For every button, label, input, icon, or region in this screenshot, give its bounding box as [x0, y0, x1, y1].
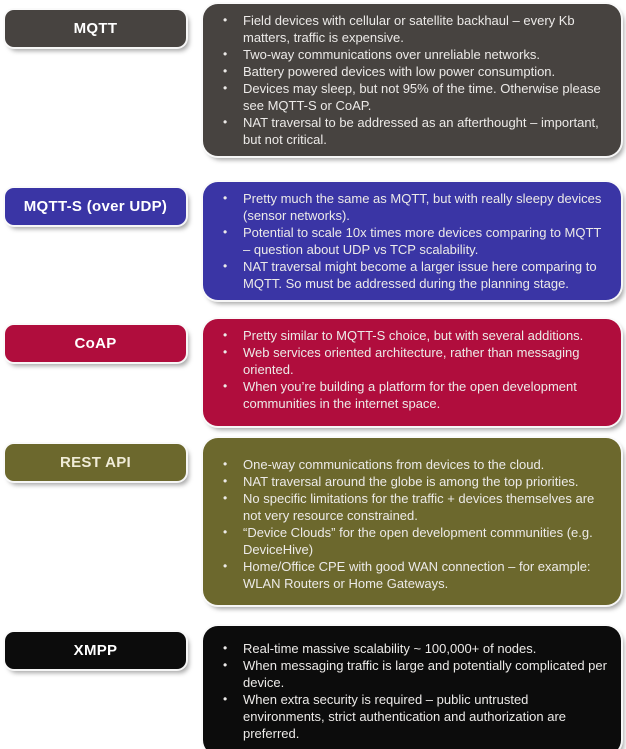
bullet-item: • NAT traversal around the globe is among the top priorities.: [238, 473, 608, 490]
protocol-details-rest-api: [203, 438, 621, 605]
bullet-list-rest-api: [213, 456, 608, 592]
bullet-item: • NAT traversal to be addressed as an afterthought – important, but not critical.: [238, 114, 608, 148]
bullet-list-mqtt: [213, 12, 608, 148]
bullet-item: • Field devices with cellular or satellite backhaul – every Kb matters, traffic is expensive.: [238, 12, 608, 46]
bullet-list-coap: [213, 327, 608, 412]
bullet-item: • When messaging traffic is large and potentially complicated per device.: [238, 657, 608, 691]
bullet-item: • Battery powered devices with low power consumption.: [238, 63, 608, 80]
bullet-list-mqtt-s: [213, 190, 608, 292]
label-column: [5, 319, 186, 362]
bullet-item: • Two-way communications over unreliable networks.: [238, 46, 608, 63]
protocol-label-rest-api: REST API: [5, 444, 186, 481]
bullet-item: • Home/Office CPE with good WAN connection – for example: WLAN Routers or Home Gateways.: [238, 558, 608, 592]
protocol-details-xmpp: [203, 626, 621, 749]
bullet-item: • Pretty much the same as MQTT, but with really sleepy devices (sensor networks).: [238, 190, 608, 224]
bullet-item: • Web services oriented architecture, rather than messaging oriented.: [238, 344, 608, 378]
bullet-item: • Devices may sleep, but not 95% of the time. Otherwise please see MQTT-S or CoAP.: [238, 80, 608, 114]
label-column: [5, 182, 186, 225]
bullet-list-xmpp: [213, 640, 608, 742]
bullet-item: • Potential to scale 10x times more devices comparing to MQTT – question about UDP vs TCP scalability.: [238, 224, 608, 258]
protocol-details-mqtt: [203, 4, 621, 156]
protocol-label-coap: CoAP: [5, 325, 186, 362]
row-mqtt: [5, 4, 621, 156]
label-column: [5, 438, 186, 481]
bullet-item: • No specific limitations for the traffic + devices themselves are not very resource constrained.: [238, 490, 608, 524]
bullet-item: • “Device Clouds” for the open development communities (e.g. DeviceHive): [238, 524, 608, 558]
protocol-label-mqtt: MQTT: [5, 10, 186, 47]
protocol-label-xmpp: XMPP: [5, 632, 186, 669]
row-mqtt-s: [5, 182, 621, 300]
label-column: [5, 626, 186, 669]
row-rest-api: [5, 438, 621, 605]
protocol-details-mqtt-s: [203, 182, 621, 300]
protocol-label-mqtt-s: MQTT-S (over UDP): [5, 188, 186, 225]
protocol-details-coap: [203, 319, 621, 426]
label-column: [5, 4, 186, 47]
bullet-item: • When extra security is required – public untrusted environments, strict authentication and authorization are preferred.: [238, 691, 608, 742]
bullet-item: • One-way communications from devices to the cloud.: [238, 456, 608, 473]
row-xmpp: [5, 626, 621, 749]
row-coap: [5, 319, 621, 426]
bullet-item: • Real-time massive scalability ~ 100,000+ of nodes.: [238, 640, 608, 657]
bullet-item: • When you’re building a platform for the open development communities in the internet space.: [238, 378, 608, 412]
bullet-item: • NAT traversal might become a larger issue here comparing to MQTT. So must be addressed during the planning stage.: [238, 258, 608, 292]
bullet-item: • Pretty similar to MQTT-S choice, but with several additions.: [238, 327, 608, 344]
